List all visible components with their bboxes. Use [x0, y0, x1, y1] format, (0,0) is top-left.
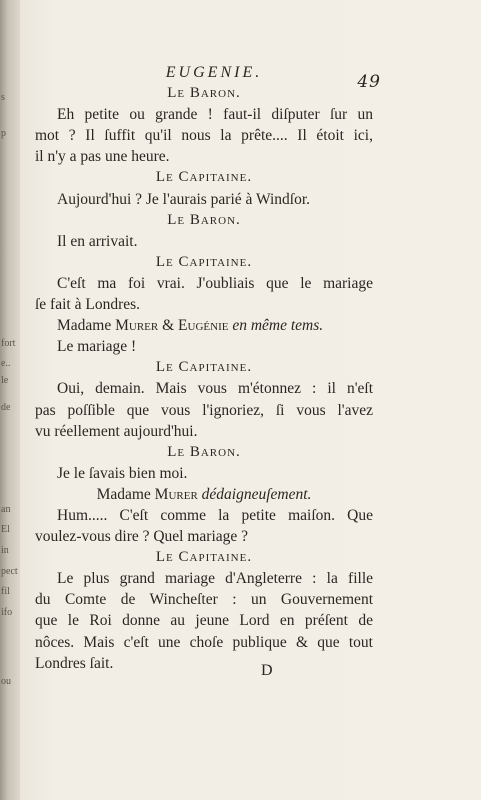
- stage-direction: [35, 315, 373, 336]
- gutter-fragment: pect: [1, 566, 18, 577]
- speaker-heading: Le Baron.: [167, 211, 241, 228]
- text-line: Eh petite ou grande ! faut-il diſputer ſur un: [57, 106, 373, 124]
- text-line: voulez-vous dire ? Quel mariage ?: [35, 528, 249, 546]
- text-line: ſe fait à Londres.: [35, 296, 141, 314]
- stage-part: dédaigneuſement.: [197, 485, 312, 503]
- gutter-fragment: p: [1, 128, 6, 139]
- gutter-fragment: fort: [1, 338, 16, 349]
- text-line: du Comte de Wincheſter : un Gouvernement: [35, 591, 373, 609]
- page-text-block: [35, 62, 373, 674]
- text-line: Je le ſavais bien moi.: [57, 464, 188, 482]
- text-line: que le Roi donne au jeune Lord en préſent de: [35, 612, 373, 630]
- text-line: il n'y a pas une heure.: [35, 148, 170, 166]
- gutter-fragment: s: [1, 92, 5, 103]
- gutter-fragment: e..: [1, 358, 11, 369]
- text-line: nôces. Mais c'eſt une choſe publique & que tout: [35, 633, 373, 651]
- gutter-fragment: ou: [1, 676, 11, 687]
- signature-mark: D: [261, 662, 274, 679]
- gutter-fragment: ifo: [1, 607, 13, 618]
- stage-part: Madame: [96, 485, 155, 503]
- text-line: pas poſſible que vous l'ignoriez, ſi vous l'avez: [35, 401, 373, 419]
- speaker-heading: Le Capitaine.: [155, 253, 253, 270]
- text-line: Il en arrivait.: [57, 232, 138, 250]
- speaker-heading: Le Capitaine.: [155, 549, 253, 566]
- gutter-fragment: El: [1, 524, 10, 535]
- text-line: mot ? Il ſuffit qu'il nous la prête.... Il étoit ici,: [35, 127, 373, 145]
- stage-part: Eugénie: [178, 317, 229, 335]
- text-line: C'eſt ma foi vrai. J'oubliais que le mariage: [57, 274, 373, 292]
- gutter-fragment: le: [1, 375, 9, 386]
- stage-part: en même tems.: [228, 317, 324, 335]
- book-page: [20, 0, 481, 800]
- speaker-heading: Le Baron.: [167, 443, 241, 460]
- page-number: 49: [357, 72, 381, 92]
- stage-part: &: [158, 317, 179, 335]
- stage-part: Murer: [115, 317, 159, 335]
- stage-part: Murer: [154, 485, 198, 503]
- running-head: EUGENIE.: [165, 64, 263, 81]
- text-line: Le mariage !: [57, 338, 137, 356]
- speaker-heading: Le Capitaine.: [155, 359, 253, 376]
- stage-direction: [35, 484, 373, 505]
- gutter-fragment: in: [1, 545, 9, 556]
- text-line: Oui, demain. Mais vous m'étonnez : il n'eſt: [57, 380, 373, 398]
- text-line: Londres ſait.: [35, 654, 114, 672]
- text-lines: [35, 83, 373, 674]
- gutter-fragment: an: [1, 504, 11, 515]
- text-line: Hum..... C'eſt comme la petite maiſon. Que: [57, 506, 373, 524]
- gutter-fragment: de: [1, 402, 11, 413]
- text-line: vu réellement aujourd'hui.: [35, 422, 198, 440]
- speaker-heading: Le Baron.: [167, 85, 241, 102]
- text-line: Aujourd'hui ? Je l'aurais parié à Windſor.: [57, 190, 311, 208]
- facing-page-gutter: [0, 0, 20, 800]
- text-line: Le plus grand mariage d'Angleterre : la fille: [57, 570, 373, 588]
- stage-part: Madame: [57, 317, 116, 335]
- speaker-heading: Le Capitaine.: [155, 169, 253, 186]
- gutter-fragment: fil: [1, 586, 10, 597]
